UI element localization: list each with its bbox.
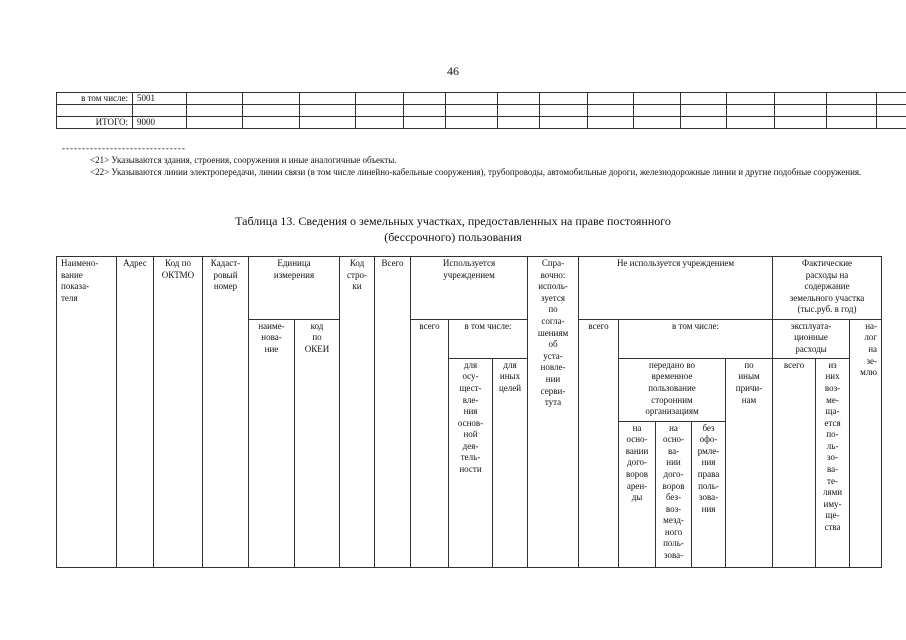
row-label: в том числе: [57, 93, 133, 105]
actual-costs-header: Фактические расходы на содержание земельного участка (тыс.руб. в год) [773, 257, 882, 320]
unit-name-header: наиме- нова- ние [249, 319, 295, 567]
address-header: Адрес [117, 257, 154, 568]
not-used-including-header: в том числе: [619, 319, 773, 358]
free-use-header: на осно- ва- нии дого- воров без- воз- мезд- ного поль- зова- [656, 421, 692, 567]
okei-header: код по ОКЕИ [295, 319, 340, 567]
total-header: Всего [375, 257, 411, 568]
footnote-separator: ------------------------------- [62, 143, 186, 153]
header-row-1 [57, 257, 882, 320]
used-other-purposes-header: для иных целей [493, 358, 528, 567]
table-title-line-1: Таблица 13. Сведения о земельных участках, предоставленных на праве постоянного [235, 214, 671, 228]
row-label [57, 105, 133, 117]
table-title [0, 213, 906, 245]
lease-header: на осно- вании дого- воров арен- ды [619, 421, 656, 567]
land-tax-header: на- лог на зе- млю [850, 319, 882, 567]
operating-reimbursed-header: из них воз- ме- ща- ется по- ль- зо- ва- те- лями иму- ще- ства [816, 358, 850, 567]
row-code: 5001 [133, 93, 187, 105]
table-row [57, 93, 906, 105]
table-title-line-2: (бессрочного) пользования [384, 230, 522, 244]
footnotes [56, 142, 886, 178]
operating-total-header: всего [773, 358, 816, 567]
page-number: 46 [447, 64, 459, 78]
other-reasons-header: по иным причи- нам [726, 358, 773, 567]
used-main-activity-header: для осу- щест- вле- ния основ- ной дея- тель- ности [449, 358, 493, 567]
unit-header: Единица измерения [249, 257, 340, 320]
row-label: ИТОГО: [57, 117, 133, 129]
footnote-22: <22> Указываются линии электропередачи, линии связи (в том числе линейно-кабельные сооружения), трубопроводы, автомобильные дороги, железнодорожные линии и другие подобные сооружения. [90, 167, 862, 177]
indicator-name-header: Наимено- вание показа- теля [57, 257, 117, 568]
used-header: Используется учреждением [411, 257, 528, 320]
table-row [57, 117, 906, 129]
footnote-21: <21> Указываются здания, строения, сооружения и иные аналогичные объекты. [90, 155, 397, 165]
transferred-header: передано во временное пользование сторонним организациям [619, 358, 726, 421]
continuation-table [56, 92, 906, 129]
land-plots-table [56, 256, 882, 568]
operating-costs-header: эксплуата- ционные расходы [773, 319, 850, 358]
row-code-header: Код стро- ки [340, 257, 375, 568]
used-total-header: всего [411, 319, 449, 567]
used-including-header: в том числе: [449, 319, 528, 358]
not-used-header: Не используется учреждением [579, 257, 773, 320]
table-row [57, 105, 906, 117]
servitude-header: Спра- вочно: исполь- зуется по согла- шениям об уста- новле- нии серви- тута [528, 257, 579, 568]
cadastral-number-header: Кадаст- ровый номер [203, 257, 249, 568]
no-registration-header: без офо- рмле- ния права поль- зова- ния [692, 421, 726, 567]
not-used-total-header: всего [579, 319, 619, 567]
row-code: 9000 [133, 117, 187, 129]
oktmo-header: Код по ОКТМО [154, 257, 203, 568]
row-code [133, 105, 187, 117]
